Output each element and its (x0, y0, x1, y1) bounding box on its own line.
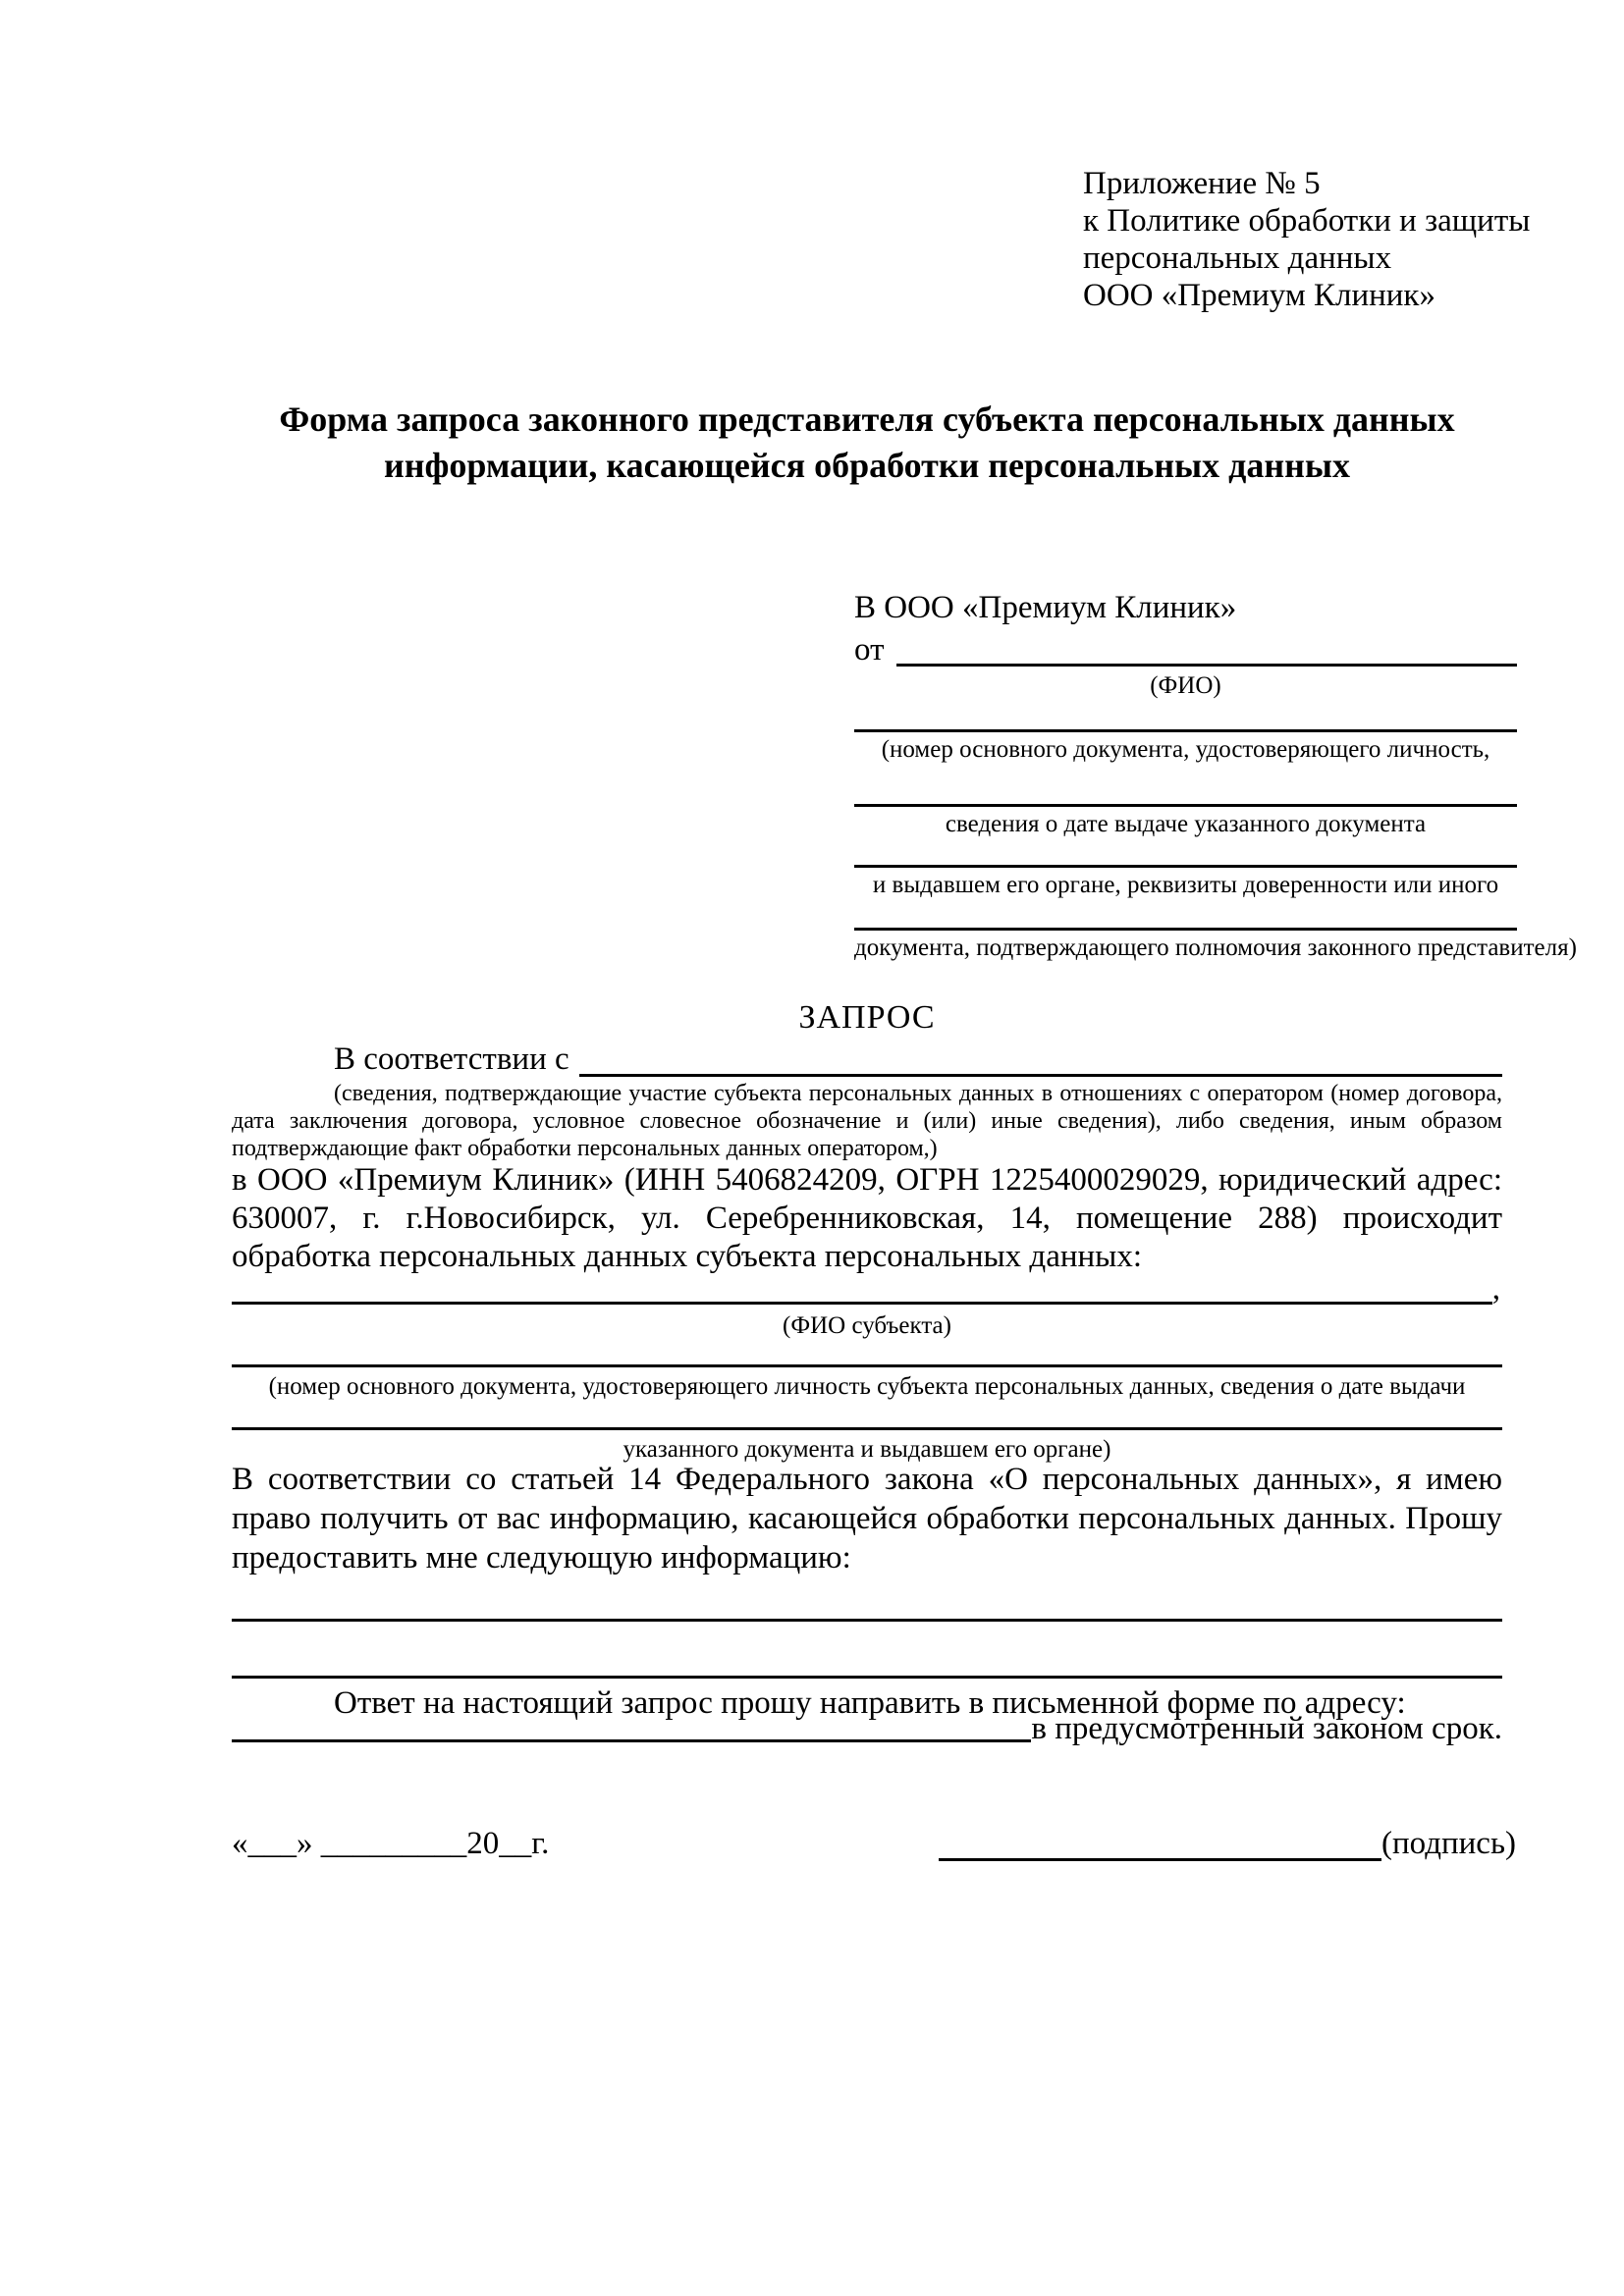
operator-paragraph: в ООО «Премиум Клиник» (ИНН 5406824209, ОГРН 1225400029029, юридический адрес: 630007, г. г.Новосибирск, ул. Серебренниковская, 14, помещение 288) происходит обработка персональных данных субъекта персональных данных: (232, 1162, 1502, 1274)
annex-line: Приложение № 5 (1083, 166, 1321, 201)
subject-fio-blank-line (232, 1273, 1492, 1305)
intro-label: В соответствии с (334, 1041, 569, 1077)
address-blank-line (232, 1712, 1031, 1742)
doc-caption-4: документа, подтверждающего полномочия законного представителя) (854, 934, 1577, 961)
doc-blank-line-2 (854, 804, 1517, 807)
subject-fio-caption: (ФИО субъекта) (783, 1312, 951, 1339)
intro-blank-line (579, 1040, 1502, 1077)
intro-caption: (сведения, подтверждающие участие субъекта персональных данных в отношениях с оператором (номер договора, дата заключения договора, условное словесное обозначение и (или) иные сведения), либо сведения, иным образом подтверждающие факт обработки персональных данных оператором,) (232, 1081, 1502, 1161)
reply-tail-text: в предусмотренный законом срок. (1031, 1711, 1502, 1746)
subject-doc-caption-2: указанного документа и выдавшем его органе) (623, 1436, 1111, 1463)
doc-caption-2: сведения о дате выдаче указанного документа (945, 811, 1427, 837)
subject-doc-blank-line-1 (232, 1364, 1502, 1367)
doc-caption-3: и выдавшем его органе, реквизиты доверенности или иного (872, 872, 1499, 898)
fio-caption: (ФИО) (1150, 672, 1221, 699)
annex-line: ООО «Премиум Клиник» (1083, 278, 1435, 313)
subject-fio-row (232, 1273, 1500, 1305)
subject-doc-blank-line-2 (232, 1427, 1502, 1430)
doc-blank-line-1 (854, 729, 1517, 732)
request-heading: ЗАПРОС (798, 999, 936, 1036)
doc-blank-line-4 (854, 928, 1517, 931)
addressee-from-row (854, 631, 1517, 668)
signature-caption: (подпись) (1381, 1826, 1516, 1861)
law-paragraph: В соответствии со статьей 14 Федерального закона «О персональных данных», я имею право получить от вас информацию, касающейся обработки персональных данных. Прошу предоставить мне следующую информацию: (232, 1462, 1502, 1575)
annex-line: персональных данных (1083, 240, 1392, 276)
annex-block (1083, 165, 1530, 314)
reply-tail-row (232, 1712, 1502, 1745)
addressee-to: В ООО «Премиум Клиник» (854, 590, 1237, 625)
annex-line: к Политике обработки и защиты (1083, 203, 1531, 239)
from-blank-line (896, 631, 1518, 667)
document-title: Форма запроса законного представителя субъекта персональных данных информации, касающейся обработки персональных данных (279, 400, 1455, 485)
subject-doc-caption-1: (номер основного документа, удостоверяющего личность субъекта персональных данных, сведения о дате выдачи (268, 1373, 1466, 1400)
trailing-comma: , (1491, 1271, 1500, 1307)
signature-row (939, 1825, 1516, 1863)
signature-blank-line (939, 1825, 1381, 1861)
answer-blank-line-1 (232, 1619, 1502, 1622)
reply-paragraph: Ответ на настоящий запрос прошу направить в письменной форме по адресу: (334, 1685, 1406, 1721)
answer-blank-line-2 (232, 1676, 1502, 1679)
date-blank: «___» _________20__г. (232, 1826, 550, 1861)
doc-caption-1: (номер основного документа, удостоверяющего личность, (881, 736, 1490, 763)
from-label: от (854, 632, 885, 667)
intro-row (232, 1040, 1502, 1079)
doc-blank-line-3 (854, 865, 1517, 868)
